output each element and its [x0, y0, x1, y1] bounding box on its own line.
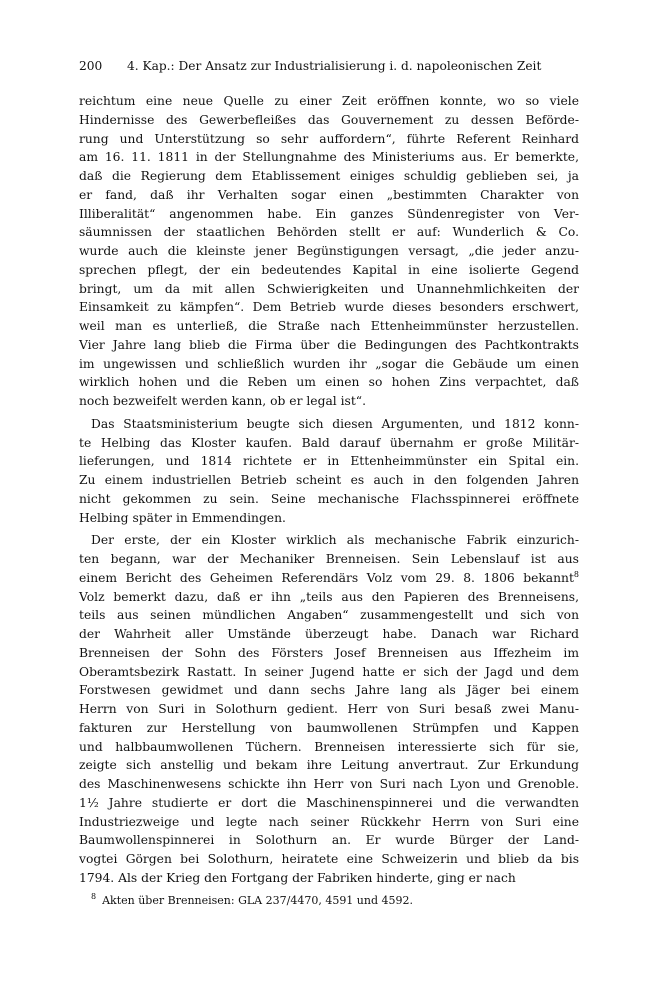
- line-text: Der erste, der ein Kloster wirklich als mechanische Fabrik einzurich-: [91, 533, 579, 548]
- line-text: wirklich hohen und die Reben um einen so hohen Zins verpachtet, daß: [79, 375, 579, 390]
- line-text: am 16. 11. 1811 in der Stellungnahme des Ministeriums aus. Er bemerkte,: [79, 150, 579, 165]
- line-text: Vier Jahre lang blieb die Firma über die Bedingungen des Pachtkontrakts: [79, 337, 579, 352]
- paragraph: [79, 415, 579, 528]
- line-text: Hindernisse des Gewerbefleißes das Gouvernement zu dessen Beförde-: [79, 112, 579, 127]
- text-line: [79, 317, 579, 336]
- text-line: [79, 831, 579, 850]
- line-text: 1½ Jahre studierte er dort die Maschinenspinnerei und die verwandten: [79, 795, 579, 810]
- line-text: rung und Unterstützung so sehr auffordern“, führte Referent Reinhard: [79, 131, 579, 146]
- footnote-mark: 8: [91, 892, 97, 902]
- text-line: [79, 738, 579, 757]
- line-text: Brenneisen der Sohn des Försters Josef Brenneisen aus Iffezheim im: [79, 645, 579, 660]
- text-line: [79, 336, 579, 355]
- line-text: noch bezweifelt werden kann, ob er legal ist“.: [79, 394, 366, 408]
- text-line: [79, 681, 579, 700]
- text-line: [79, 223, 579, 242]
- line-text: teils aus seinen mündlichen Angaben“ zusammengestellt und sich von: [79, 608, 579, 623]
- text-line: [79, 794, 579, 813]
- line-text: te Helbing das Kloster kaufen. Bald darauf übernahm er große Militär-: [79, 435, 579, 450]
- text-line: [79, 130, 579, 149]
- text-line: [79, 719, 579, 738]
- text-line: [79, 355, 579, 374]
- line-text: im ungewissen und schließlich wurden ihr „sogar die Gebäude um einen: [79, 356, 579, 371]
- line-text: lieferungen, und 1814 richtete er in Ettenheimmünster ein Spital ein.: [79, 454, 579, 469]
- line-text: reichtum eine neue Quelle zu einer Zeit eröffnen konnte, wo so viele: [79, 94, 579, 108]
- running-head: [79, 58, 579, 74]
- text-line: [79, 663, 579, 682]
- text-line: [79, 186, 579, 205]
- text-line: [79, 415, 579, 434]
- line-text: bringt, um da mit allen Schwierigkeiten und Unannehmlichkeiten der: [79, 281, 579, 296]
- line-text: Baumwollenspinnerei in Solothurn an. Er wurde Bürger der Land-: [79, 833, 579, 848]
- line-text: er fand, daß ihr Verhalten sogar einen „bestimmten Charakter von: [79, 187, 579, 202]
- text-line: [79, 261, 579, 280]
- line-text: nicht gekommen zu sein. Seine mechanische Flachsspinnerei eröffnete: [79, 491, 579, 506]
- text-line: [79, 644, 579, 663]
- text-line: [79, 373, 579, 392]
- line-text: Einsamkeit zu kämpfen“. Dem Betrieb wurde dieses besonders erschwert,: [79, 300, 579, 315]
- line-text: Forstwesen gewidmet und dann sechs Jahre lang als Jäger bei einem: [79, 683, 579, 698]
- text-line: [79, 148, 579, 167]
- line-text: weil man es unterließ, die Straße nach Ettenheimmünster herzustellen.: [79, 319, 579, 333]
- text-line: [79, 850, 579, 869]
- line-text: einem Bericht des Geheimen Referendärs Volz vom 29. 8. 1806 bekannt: [79, 570, 574, 585]
- text-line: [79, 531, 579, 550]
- text-line: [79, 167, 579, 186]
- text-line: [79, 813, 579, 832]
- page-number: 200: [79, 59, 103, 73]
- text-line: [79, 392, 579, 411]
- line-text: Volz bemerkt dazu, daß er ihn „teils aus den Papieren des Brenneisens,: [79, 589, 579, 604]
- paragraph: [79, 531, 579, 887]
- text-line: [79, 606, 579, 625]
- text-line: [79, 869, 579, 888]
- text-line: [79, 509, 579, 528]
- running-title: 4. Kap.: Der Ansatz zur Industrialisierung i. d. napoleonischen Zeit: [127, 59, 542, 73]
- text-line: [79, 452, 579, 471]
- text-line: [79, 490, 579, 509]
- footnote-text: Akten über Brenneisen: GLA 237/4470, 4591 und 4592.: [102, 894, 414, 907]
- body-text: [79, 92, 579, 888]
- line-text: und halbbaumwollenen Tüchern. Brenneisen interessierte sich für sie,: [79, 739, 579, 754]
- footnote-ref: 8: [573, 569, 579, 579]
- line-text: des Maschinenwesens schickte ihn Herr von Suri nach Lyon und Grenoble.: [79, 777, 579, 791]
- text-line: [79, 242, 579, 261]
- text-line: [79, 625, 579, 644]
- text-line: [79, 588, 579, 607]
- line-text: 1794. Als der Krieg den Fortgang der Fabriken hinderte, ging er nach: [79, 870, 516, 885]
- text-line: [79, 471, 579, 490]
- paragraph: [79, 92, 579, 411]
- text-line: [79, 434, 579, 453]
- footnote: [79, 893, 579, 908]
- text-line: [79, 298, 579, 317]
- line-text: der Wahrheit aller Umstände überzeugt habe. Danach war Richard: [79, 627, 579, 641]
- text-line: [79, 569, 579, 588]
- line-text: daß die Regierung dem Etablissement einiges schuldig geblieben sei, ja: [79, 169, 579, 183]
- line-text: säumnissen der staatlichen Behörden stellt er auf: Wunderlich & Co.: [79, 225, 579, 240]
- line-text: Oberamtsbezirk Rastatt. In seiner Jugend hatte er sich der Jagd und dem: [79, 664, 579, 679]
- text-line: [79, 92, 579, 111]
- text-line: [79, 205, 579, 224]
- text-line: [79, 700, 579, 719]
- line-text: Illiberalität“ angenommen habe. Ein ganzes Sündenregister von Ver-: [79, 206, 579, 221]
- line-text: Helbing später in Emmendingen.: [79, 510, 286, 525]
- line-text: wurde auch die kleinste jener Begünstigungen versagt, „die jeder anzu-: [79, 244, 579, 258]
- line-text: vogtei Görgen bei Solothurn, heiratete eine Schweizerin und blieb da bis: [79, 852, 579, 866]
- line-text: ten begann, war der Mechaniker Brenneisen. Sein Lebenslauf ist aus: [79, 552, 579, 566]
- text-line: [79, 775, 579, 794]
- line-text: sprechen pflegt, der ein bedeutendes Kapital in eine isolierte Gegend: [79, 262, 579, 277]
- text-line: [79, 280, 579, 299]
- line-text: fakturen zur Herstellung von baumwollenen Strümpfen und Kappen: [79, 720, 579, 735]
- line-text: Herrn von Suri in Solothurn gedient. Herr von Suri besaß zwei Manu-: [79, 702, 579, 716]
- text-line: [79, 550, 579, 569]
- text-line: [79, 756, 579, 775]
- line-text: Zu einem industriellen Betrieb scheint es auch in den folgenden Jahren: [79, 473, 579, 487]
- line-text: Das Staatsministerium beugte sich diesen Argumenten, und 1812 konn-: [91, 416, 579, 431]
- text-line: [79, 111, 579, 130]
- line-text: zeigte sich anstellig und bekam ihre Leitung anvertraut. Zur Erkundung: [79, 758, 579, 773]
- line-text: Industriezweige und legte nach seiner Rückkehr Herrn von Suri eine: [79, 814, 579, 829]
